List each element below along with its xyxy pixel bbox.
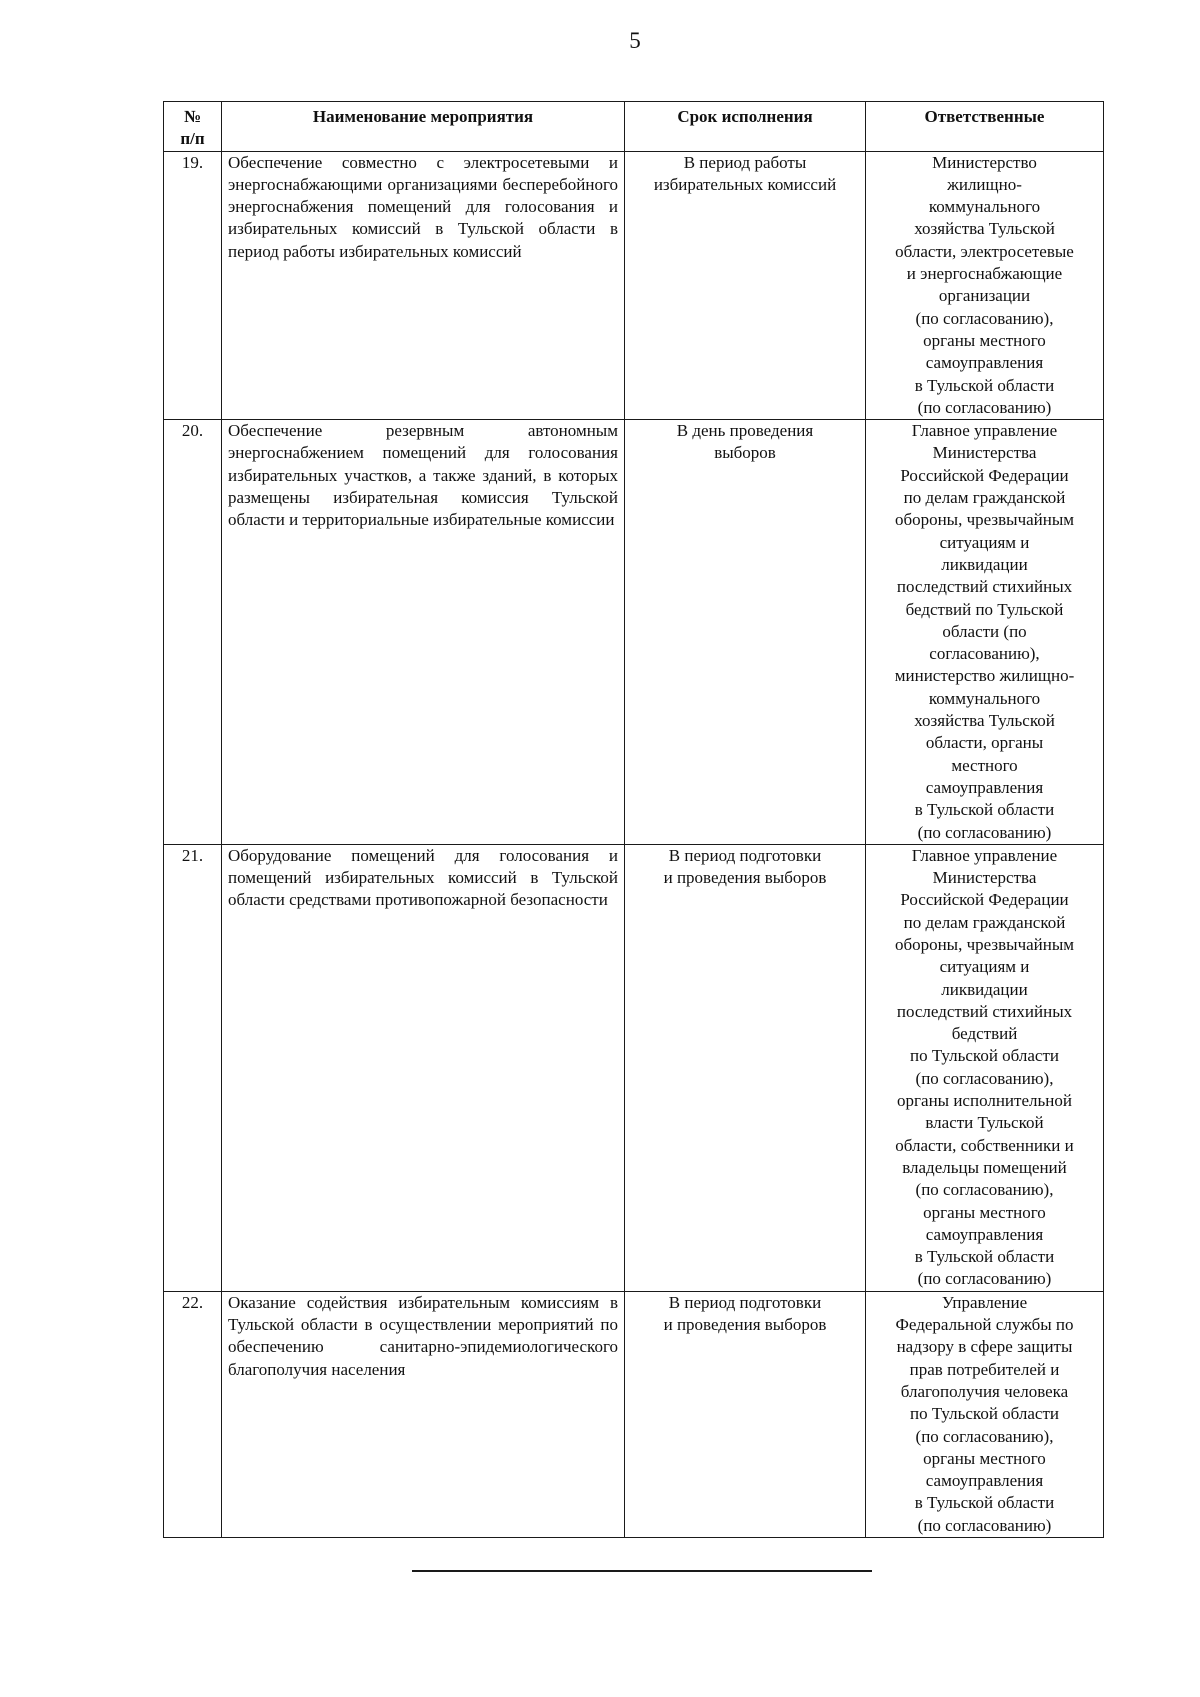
responsible-line: (по согласованию) <box>917 397 1052 417</box>
responsible-line: самоуправления <box>925 777 1044 797</box>
deadline-line: В период работы <box>683 152 807 172</box>
header-responsible: Ответственные <box>866 102 1104 152</box>
responsible-line: по делам гражданской <box>903 488 1066 508</box>
deadline-line: В период подготовки <box>668 845 822 865</box>
responsible-line: министерство жилищно- <box>894 666 1075 686</box>
deadline-line: и проведения выборов <box>663 1315 827 1335</box>
responsible-line: Министерство <box>932 152 1037 172</box>
responsible-line: ликвидации <box>941 979 1028 999</box>
responsible-line: (по согласованию), <box>915 1068 1054 1088</box>
responsible-line: последствий стихийных <box>896 577 1073 597</box>
header-deadline: Срок исполнения <box>625 102 866 152</box>
responsible-line: Российской Федерации <box>900 890 1069 910</box>
responsible-line: по Тульской области <box>910 1404 1059 1424</box>
events-table <box>163 101 1104 1538</box>
responsible-line: (по согласованию), <box>915 1426 1054 1446</box>
event-responsible <box>866 1291 1104 1537</box>
responsible-line: самоуправления <box>925 1471 1044 1491</box>
responsible-line: коммунального <box>928 197 1041 217</box>
responsible-line: Главное управление <box>911 421 1058 441</box>
row-number: 21. <box>164 844 222 1291</box>
page-number: 5 <box>629 28 641 53</box>
responsible-line: хозяйства Тульской <box>914 711 1055 731</box>
table-row <box>164 844 1104 1291</box>
row-number: 19. <box>164 151 222 420</box>
event-name: Оказание содействия избирательным комиссиям в Тульской области в осуществлении мероприятий по обеспечению санитарно-эпидемиологического благополучия населения <box>222 1291 625 1537</box>
event-responsible <box>866 420 1104 845</box>
table-row <box>164 151 1104 420</box>
responsible-line: ситуациям и <box>939 957 1030 977</box>
header-event-name: Наименование мероприятия <box>222 102 625 152</box>
event-deadline <box>625 151 866 420</box>
responsible-line: ситуациям и <box>939 532 1030 552</box>
responsible-line: по Тульской области <box>910 1046 1059 1066</box>
header-number-abbr: п/п <box>180 129 205 149</box>
responsible-line: последствий стихийных <box>896 1001 1073 1021</box>
responsible-line: самоуправления <box>925 1224 1044 1244</box>
responsible-line: (по согласованию), <box>915 308 1054 328</box>
responsible-line: бедствий по Тульской <box>905 599 1064 619</box>
table-body <box>164 151 1104 1537</box>
event-name: Обеспечение резервным автономным энергоснабжением помещений для голосования избирательных участков, а также зданий, в которых размещены избирательная комиссия Тульской области и территориальные избирательные комиссии <box>222 420 625 845</box>
responsible-line: области (по <box>942 621 1027 641</box>
responsible-line: коммунального <box>928 688 1041 708</box>
responsible-line: Российской Федерации <box>900 465 1069 485</box>
responsible-line: обороны, чрезвычайным <box>894 934 1075 954</box>
responsible-line: Министерства <box>932 868 1037 888</box>
responsible-line: согласованию), <box>929 644 1040 664</box>
deadline-line: В период подготовки <box>668 1292 822 1312</box>
responsible-line: органы исполнительной <box>897 1091 1072 1111</box>
event-responsible <box>866 151 1104 420</box>
responsible-line: бедствий <box>951 1024 1018 1044</box>
responsible-line: в Тульской области <box>914 375 1055 395</box>
responsible-line: Главное управление <box>911 845 1058 865</box>
responsible-line: хозяйства Тульской <box>914 219 1055 239</box>
closing-rule <box>412 1570 872 1572</box>
responsible-line: надзору в сфере защиты <box>896 1337 1073 1357</box>
responsible-line: благополучия человека <box>900 1381 1069 1401</box>
header-number <box>164 102 222 152</box>
deadline-line: избирательных комиссий <box>653 174 837 194</box>
table-header-row <box>164 102 1104 152</box>
header-number-sign: № <box>183 107 202 126</box>
responsible-line: органы местного <box>923 1202 1046 1222</box>
responsible-line: владельцы помещений <box>902 1157 1067 1177</box>
event-responsible <box>866 844 1104 1291</box>
responsible-line: в Тульской области <box>914 1247 1055 1267</box>
responsible-line: Министерства <box>932 443 1037 463</box>
row-number: 20. <box>164 420 222 845</box>
responsible-line: организации <box>938 286 1031 306</box>
event-deadline <box>625 420 866 845</box>
responsible-line: Управление <box>941 1292 1028 1312</box>
table-row <box>164 420 1104 845</box>
deadline-line: выборов <box>714 443 776 463</box>
event-name: Обеспечение совместно с электросетевыми и энергоснабжающими организациями бесперебойного энергоснабжения помещений для голосования и избирательных комиссий в Тульской области в период работы избирательных комиссий <box>222 151 625 420</box>
row-number: 22. <box>164 1291 222 1537</box>
responsible-line: местного <box>951 755 1018 775</box>
responsible-line: (по согласованию) <box>917 1515 1052 1535</box>
responsible-line: в Тульской области <box>914 1493 1055 1513</box>
responsible-line: обороны, чрезвычайным <box>894 510 1075 530</box>
table-row <box>164 1291 1104 1537</box>
responsible-line: (по согласованию) <box>917 822 1052 842</box>
responsible-line: в Тульской области <box>914 800 1055 820</box>
responsible-line: Федеральной службы по <box>895 1315 1074 1335</box>
responsible-line: (по согласованию), <box>915 1180 1054 1200</box>
deadline-line: В день проведения <box>676 421 814 441</box>
responsible-line: жилищно- <box>947 174 1022 194</box>
responsible-line: и энергоснабжающие <box>906 264 1063 284</box>
event-deadline <box>625 844 866 1291</box>
responsible-line: ликвидации <box>941 554 1028 574</box>
deadline-line: и проведения выборов <box>663 868 827 888</box>
responsible-line: (по согласованию) <box>917 1269 1052 1289</box>
responsible-line: органы местного <box>923 330 1046 350</box>
responsible-line: органы местного <box>923 1448 1046 1468</box>
responsible-line: прав потребителей и <box>909 1359 1060 1379</box>
responsible-line: области, органы <box>925 733 1044 753</box>
responsible-line: самоуправления <box>925 353 1044 373</box>
responsible-line: области, электросетевые <box>895 241 1074 261</box>
responsible-line: по делам гражданской <box>903 912 1066 932</box>
event-name: Оборудование помещений для голосования и помещений избирательных комиссий в Тульской области средствами противопожарной безопасности <box>222 844 625 1291</box>
event-deadline <box>625 1291 866 1537</box>
responsible-line: власти Тульской <box>925 1113 1044 1133</box>
responsible-line: области, собственники и <box>895 1135 1074 1155</box>
